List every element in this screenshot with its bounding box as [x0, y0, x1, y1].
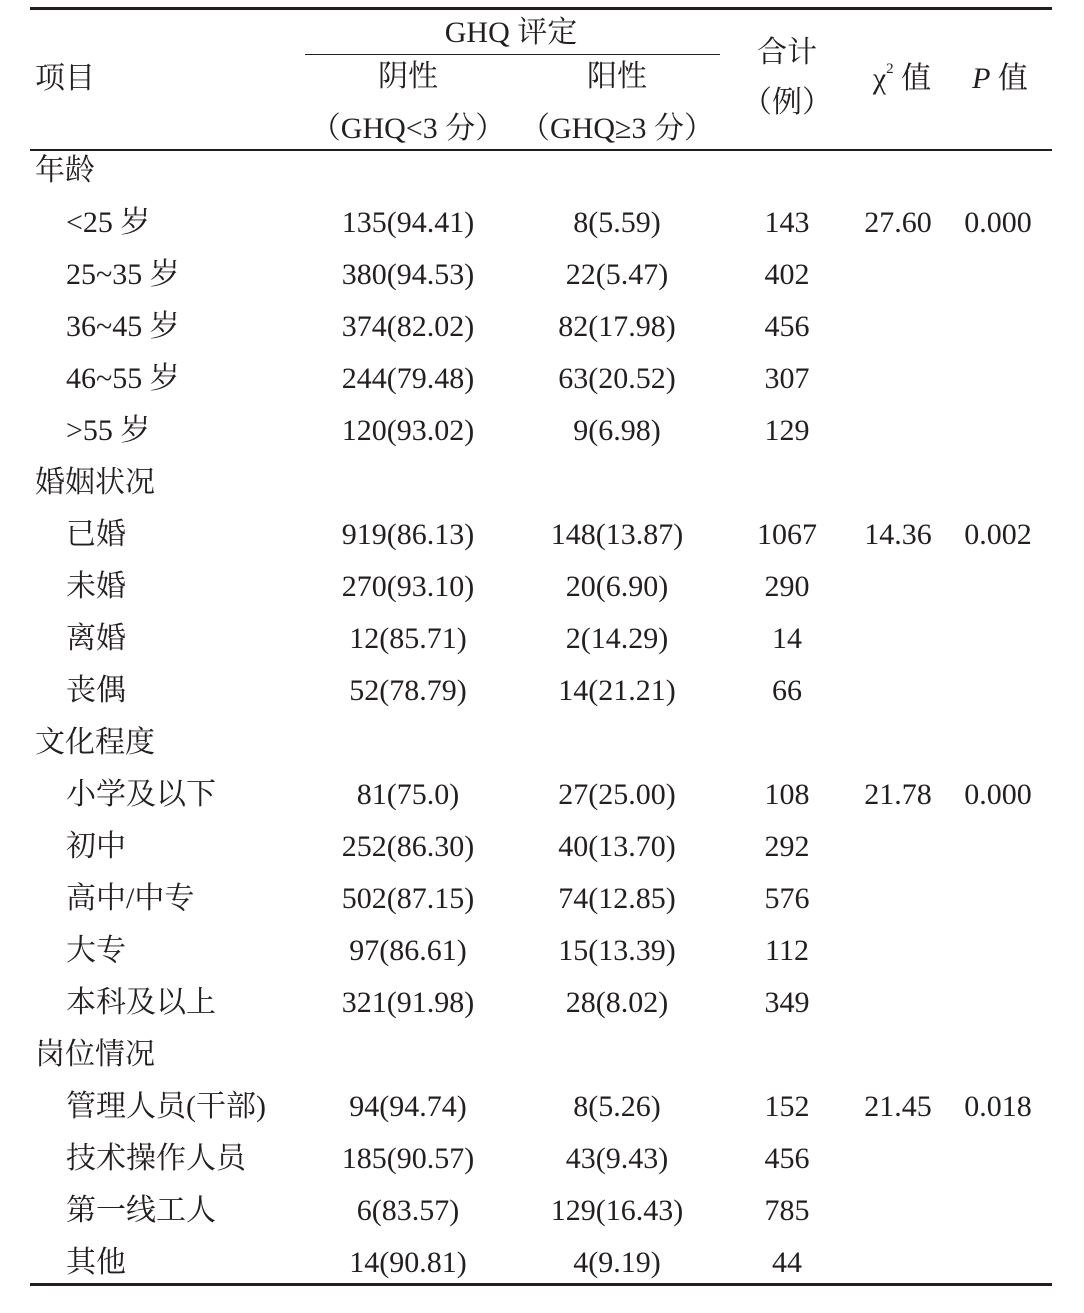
- chi-square-cell: 21.45: [864, 1090, 932, 1123]
- row-label: 已婚: [66, 518, 126, 551]
- total-cell: 292: [764, 830, 810, 863]
- total-cell: 307: [764, 362, 810, 395]
- negative-cell: 374(82.02): [341, 310, 475, 343]
- table-row: [30, 821, 1052, 873]
- positive-cell: 28(8.02): [565, 986, 669, 1019]
- p-value-cell: 0.000: [964, 778, 1032, 811]
- group-row: [30, 1029, 1052, 1081]
- table-row: [30, 977, 1052, 1029]
- header-ghq: GHQ 评定: [444, 16, 578, 49]
- row-label: 未婚: [66, 570, 126, 603]
- header-negative-sub: （GHQ<3 分）: [310, 112, 506, 145]
- ghq-span-rule: [305, 54, 720, 55]
- negative-cell: 97(86.61): [349, 934, 467, 967]
- chi-suffix: 值: [893, 62, 932, 95]
- total-cell: 402: [764, 258, 810, 291]
- table-row: [30, 561, 1052, 613]
- row-label: 其他: [66, 1246, 126, 1279]
- total-cell: 290: [764, 570, 810, 603]
- row-label: 技术操作人员: [66, 1142, 246, 1175]
- p-value-cell: 0.018: [964, 1090, 1032, 1123]
- row-label: 丧偶: [66, 674, 126, 707]
- row-label: 离婚: [66, 622, 126, 655]
- table-row: [30, 1185, 1052, 1237]
- total-cell: 1067: [757, 518, 817, 551]
- chi-symbol: χ: [872, 62, 887, 95]
- positive-cell: 8(5.26): [573, 1090, 661, 1123]
- negative-cell: 81(75.0): [356, 778, 460, 811]
- positive-cell: 82(17.98): [558, 310, 676, 343]
- header-p: [972, 64, 1028, 94]
- table-row: [30, 197, 1052, 249]
- positive-cell: 129(16.43): [550, 1194, 684, 1227]
- p-value-cell: 0.002: [964, 518, 1032, 551]
- total-cell: 576: [764, 882, 810, 915]
- header-total: 合计: [757, 36, 817, 69]
- negative-cell: 244(79.48): [341, 362, 475, 395]
- table-row: [30, 665, 1052, 717]
- negative-cell: 52(78.79): [349, 674, 467, 707]
- positive-cell: 22(5.47): [565, 258, 669, 291]
- table-row: [30, 925, 1052, 977]
- table-row: [30, 873, 1052, 925]
- negative-cell: 321(91.98): [341, 986, 475, 1019]
- positive-cell: 148(13.87): [550, 518, 684, 551]
- total-cell: 112: [765, 934, 809, 967]
- positive-cell: 20(6.90): [565, 570, 669, 603]
- negative-cell: 252(86.30): [341, 830, 475, 863]
- chi-sup: 2: [886, 61, 894, 77]
- total-cell: 456: [764, 1142, 810, 1175]
- row-label: 管理人员(干部): [66, 1090, 266, 1123]
- table-row: [30, 1237, 1052, 1289]
- group-row: [30, 457, 1052, 509]
- row-label: 36~45 岁: [66, 310, 180, 343]
- negative-cell: 502(87.15): [341, 882, 475, 915]
- total-cell: 44: [772, 1246, 802, 1279]
- positive-cell: 63(20.52): [558, 362, 676, 395]
- header-positive-sub: （GHQ≥3 分）: [520, 112, 714, 145]
- group-label: 文化程度: [35, 726, 155, 759]
- header-item: 项目: [35, 62, 95, 95]
- group-row: [30, 145, 1052, 197]
- row-label: 46~55 岁: [66, 362, 180, 395]
- p-symbol: P: [972, 62, 991, 95]
- group-label: 岗位情况: [35, 1038, 155, 1071]
- total-cell: 785: [764, 1194, 810, 1227]
- positive-cell: 43(9.43): [565, 1142, 669, 1175]
- row-label: 第一线工人: [66, 1194, 216, 1227]
- total-cell: 66: [772, 674, 802, 707]
- row-label: 初中: [66, 830, 126, 863]
- positive-cell: 40(13.70): [558, 830, 676, 863]
- table-row: [30, 301, 1052, 353]
- positive-cell: 27(25.00): [558, 778, 676, 811]
- negative-cell: 120(93.02): [341, 414, 475, 447]
- row-label: 小学及以下: [66, 778, 216, 811]
- negative-cell: 919(86.13): [341, 518, 475, 551]
- chi-square-cell: 21.78: [864, 778, 932, 811]
- total-cell: 143: [764, 206, 810, 239]
- negative-cell: 12(85.71): [349, 622, 467, 655]
- negative-cell: 94(94.74): [349, 1090, 467, 1123]
- header-total-sub: （例）: [742, 86, 832, 119]
- table-row: [30, 613, 1052, 665]
- negative-cell: 380(94.53): [341, 258, 475, 291]
- positive-cell: 15(13.39): [558, 934, 676, 967]
- header-chi: [872, 61, 932, 95]
- negative-cell: 135(94.41): [341, 206, 475, 239]
- table-row: [30, 509, 1052, 561]
- header-positive: 阳性: [587, 60, 647, 93]
- negative-cell: 6(83.57): [356, 1194, 460, 1227]
- table-row: [30, 1133, 1052, 1185]
- positive-cell: 14(21.21): [558, 674, 676, 707]
- group-row: [30, 717, 1052, 769]
- row-label: 高中/中专: [66, 882, 195, 915]
- table-row: [30, 405, 1052, 457]
- positive-cell: 74(12.85): [558, 882, 676, 915]
- total-cell: 108: [764, 778, 810, 811]
- row-label: 25~35 岁: [66, 258, 180, 291]
- p-value-cell: 0.000: [964, 206, 1032, 239]
- table-row: [30, 249, 1052, 301]
- top-rule: [30, 7, 1052, 10]
- total-cell: 14: [772, 622, 802, 655]
- total-cell: 129: [764, 414, 810, 447]
- group-label: 婚姻状况: [35, 466, 155, 499]
- row-label: <25 岁: [66, 206, 151, 239]
- p-suffix: 值: [990, 62, 1028, 95]
- group-label: 年龄: [35, 154, 95, 187]
- chi-square-cell: 14.36: [864, 518, 932, 551]
- chi-square-cell: 27.60: [864, 206, 932, 239]
- negative-cell: 270(93.10): [341, 570, 475, 603]
- table-row: [30, 769, 1052, 821]
- negative-cell: 185(90.57): [341, 1142, 475, 1175]
- positive-cell: 4(9.19): [573, 1246, 661, 1279]
- row-label: 大专: [66, 934, 126, 967]
- positive-cell: 8(5.59): [573, 206, 661, 239]
- table-row: [30, 1081, 1052, 1133]
- row-label: >55 岁: [66, 414, 151, 447]
- total-cell: 349: [764, 986, 810, 1019]
- negative-cell: 14(90.81): [349, 1246, 467, 1279]
- positive-cell: 9(6.98): [573, 414, 661, 447]
- positive-cell: 2(14.29): [565, 622, 669, 655]
- header-negative: 阴性: [378, 60, 438, 93]
- bottom-rule: [30, 1283, 1052, 1286]
- row-label: 本科及以上: [66, 986, 216, 1019]
- table-row: [30, 353, 1052, 405]
- total-cell: 152: [764, 1090, 810, 1123]
- total-cell: 456: [764, 310, 810, 343]
